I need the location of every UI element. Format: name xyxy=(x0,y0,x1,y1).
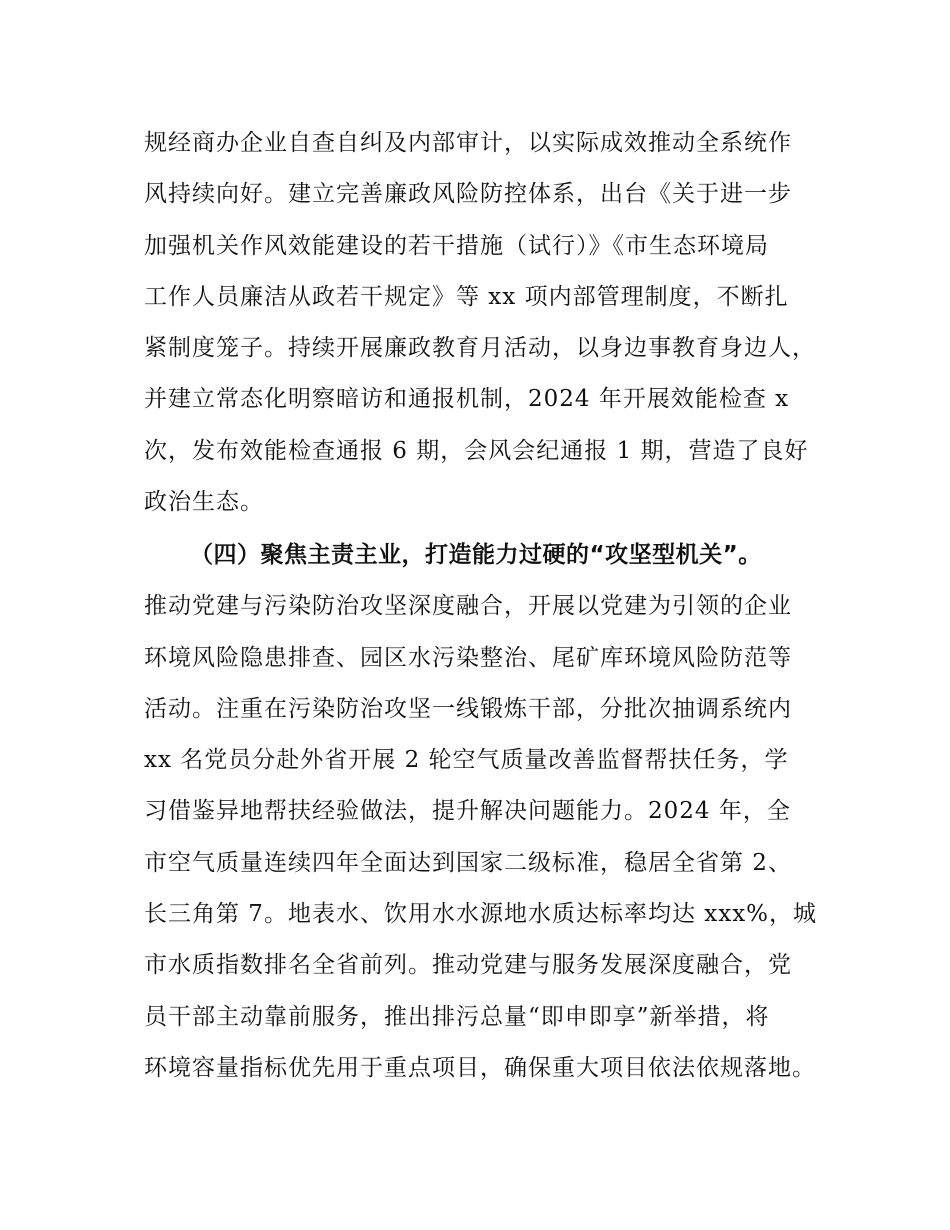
text-line: 风持续向好。建立完善廉政风险防控体系，出台《关于进一步 xyxy=(144,181,792,208)
text-line: 紧制度笼子。持续开展廉政教育月活动，以身边事教育身边人， xyxy=(144,335,816,362)
section-four xyxy=(144,540,844,1104)
text-line: 加强机关作风效能建设的若干措施（试行）》《市生态环境局 xyxy=(144,232,769,259)
text-line: 市水质指数排名全省前列。推动党建与服务发展深度融合，党 xyxy=(144,952,792,979)
text-line: 政治生态。 xyxy=(144,489,264,516)
text-line: 市空气质量连续四年全面达到国家二级标准，稳居全省第 2、 xyxy=(144,849,792,876)
text-line: 环境容量指标优先用于重点项目，确保重大项目依法依规落地。 xyxy=(144,1054,816,1081)
text-line: 环境风险隐患排查、园区水污染整治、尾矿库环境风险防范等 xyxy=(144,644,792,671)
text-line: xx 名党员分赴外省开展 2 轮空气质量改善监督帮扶任务，学 xyxy=(144,747,789,774)
text-line: 活动。注重在污染防治攻坚一线锻炼干部，分批次抽调系统内 xyxy=(144,695,792,722)
text-line: 推动党建与污染防治攻坚深度融合，开展以党建为引领的企业 xyxy=(144,593,792,620)
paragraph-continuation xyxy=(144,128,844,538)
text-line: 长三角第 7。地表水、饮用水水源地水质达标率均达 xxx%，城 xyxy=(144,901,818,928)
text-line: 规经商办企业自查自纠及内部审计，以实际成效推动全系统作 xyxy=(144,130,792,156)
text-line: 次，发布效能检查通报 6 期，会风会纪通报 1 期，营造了良好 xyxy=(144,437,809,464)
text-line: 习借鉴异地帮扶经验做法，提升解决问题能力。2024 年，全 xyxy=(144,798,791,825)
text-line: 并建立常态化明察暗访和通报机制，2024 年开展效能检查 x xyxy=(144,386,790,413)
section-heading: （四）聚焦主责主业，打造能力过硬的“攻坚型机关”。 xyxy=(190,542,762,568)
text-line: 工作人员廉洁从政若干规定》等 xx 项内部管理制度，不断扎 xyxy=(144,283,789,310)
text-line: 员干部主动靠前服务，推出排污总量“即申即享”新举措，将 xyxy=(144,1003,770,1030)
